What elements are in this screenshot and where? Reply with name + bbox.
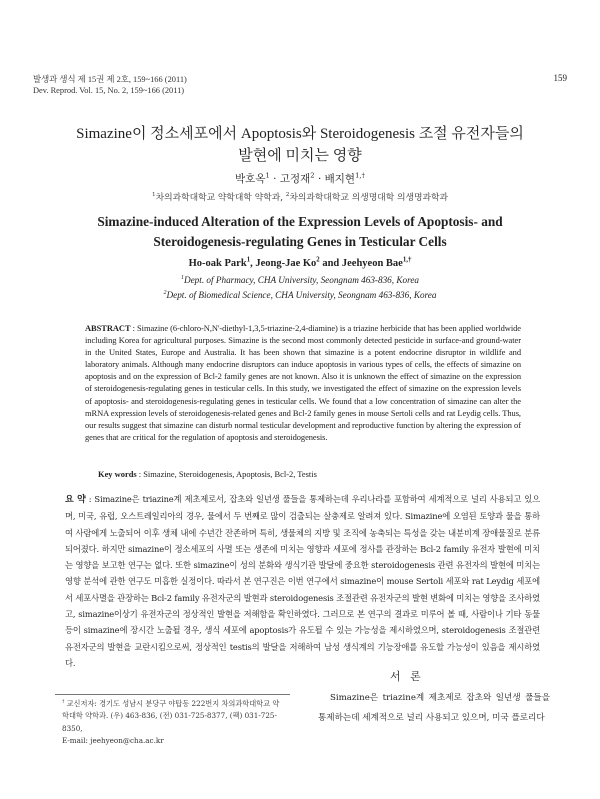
author-superscript: 1,† <box>355 171 365 180</box>
english-affiliation-1 <box>0 275 600 285</box>
author-separator: · <box>269 173 280 185</box>
affiliation-superscript: 1 <box>152 192 156 199</box>
author-separator: · <box>314 173 325 185</box>
author-superscript: 1,† <box>402 256 412 264</box>
keywords-text: : Simazine, Steroidogenesis, Apoptosis, Bcl-2, Testis <box>136 469 317 479</box>
author-superscript: 2 <box>310 171 315 180</box>
korean-affiliation <box>0 190 600 203</box>
abstract-label: ABSTRACT <box>85 323 131 333</box>
author-name: 배지현 <box>324 173 356 185</box>
korean-authors <box>0 171 600 186</box>
page-number: 159 <box>553 73 567 83</box>
english-abstract <box>85 322 521 443</box>
author-name: 박호옥 <box>235 173 266 185</box>
author-superscript: 1 <box>265 171 270 180</box>
korean-title-line-1: Simazine이 정소세포에서 Apoptosis와 Steroidogenesis 조절 유전자들의 <box>76 126 524 142</box>
affiliation-superscript: 2 <box>285 192 290 199</box>
author-name: Jeong-Jae Ko <box>255 258 317 269</box>
korean-abstract-label: 요 약 <box>65 495 86 505</box>
journal-citation-en: Dev. Reprod. Vol. 15, No. 2, 159~166 (2011) <box>33 86 185 95</box>
footnote-line: 교신저자: 경기도 성남시 분당구 야탑동 222번지 차의과학대학교 약 <box>64 699 280 708</box>
author-name: Ho-oak Park <box>188 258 247 269</box>
author-name: 고정재 <box>279 173 311 185</box>
footnote-line: 학대학 약학과. (우) 463-836, (전) 031-725-8377, (팩) 031-725-8350, <box>62 711 277 733</box>
journal-citation-kr: 발생과 생식 제 15권 제 2호, 159~166 (2011) <box>33 75 187 84</box>
keywords <box>98 469 317 479</box>
author-separator: , <box>250 258 256 269</box>
affiliation-text: Dept. of Biomedical Science, CHA University, Seongnam 463-836, Korea <box>166 290 437 300</box>
korean-abstract-text: : Simazine은 triazine계 제초제로서, 잡초와 일년생 풀들을 통제하는데 우리나라를 포함하여 세계적으로 널리 사용되고 있으며, 미국, 유럽, 오스트레일리아의 경우, 물에서 두 번째로 많이 검출되는 살충제로 알려져 있다. Simazine에 오염된 토양과 물을 통하여 사람에게 노출되어 이후 생체 내에 수년간 잔존하며 특히, 생물체의 지방 및 조직에 농축되는 특성을 갖는 내분비계 장애물질로 분류되어졌다. 하지만 simazine이 정소세포의 사멸 또는 생존에 미치는 영향과 세포에 정사를 관장하는 Bcl-2 family 유전자 발현에 미치는 영향을 보고한 연구는 없다. 또한 simazine이 성의 분화와 생식기관 발달에 중요한 steroidogenesis 관련 유전자의 발현에 미치는 영향 분석에 관한 연구도 미흡한 실정이다. 따라서 본 연구진은 이번 연구에서 simazine이 mouse Sertoli 세포와 rat Leydig 세포에서 세포사멸을 관장하는 Bcl-2 family 유전자군의 발현과 steroidogenesis 조절관련 유전자군의 발현 변화에 미치는 영향을 조사하였고, simazine이상기 유전자군의 정상적인 발현을 저해함을 확인하였다. 그러므로 본 연구의 결과로 미루어 볼 때, 사람이나 기타 동물 등이 simazine에 장시간 노출될 경우, 생식 세포에 apoptosis가 유도될 수 있는 가능성을 제시하였으며, steroidogenesis 조절관련 유전자군의 발현을 교란시킴으로써, 정상적인 testis의 발달을 저해하여 남성 생식계의 기능장애를 유도할 가능성이 있음을 제시하였다. <box>65 494 541 668</box>
affiliation-text: Dept. of Pharmacy, CHA University, Seongnam 463-836, Korea <box>183 275 419 285</box>
korean-abstract <box>65 491 540 671</box>
affiliation-superscript: 1 <box>180 274 184 281</box>
section-heading-introduction: 서 론 <box>390 670 424 683</box>
author-name: Jeehyeon Bae <box>341 258 403 269</box>
corresponding-author-footnote <box>62 698 292 747</box>
author-superscript: 2 <box>316 256 320 264</box>
affiliation-superscript: 2 <box>163 289 167 296</box>
english-title-line-1: Simazine-induced Alteration of the Expression Levels of Apoptosis- and <box>97 214 503 229</box>
footnote-divider <box>55 694 290 695</box>
footnote-email: E-mail: jeehyeon@cha.ac.kr <box>62 735 164 745</box>
affiliation-text: 차의과학대학교 약학대학 약학과, <box>155 193 286 203</box>
author-separator: and <box>319 258 342 269</box>
introduction-text: Simazine은 triazine계 제초제로 잡초와 일년생 풀들을 통제하는데 세계적으로 널리 사용되고 있으며, 미국 플로리다 <box>318 693 550 723</box>
keywords-label: Key words <box>98 469 137 479</box>
author-superscript: 1 <box>246 256 251 264</box>
english-title-line-2: Steroidogenesis-regulating Genes in Testicular Cells <box>153 234 447 249</box>
english-authors <box>0 258 600 269</box>
abstract-text: : Simazine (6-chloro-N,N'-diethyl-1,3,5-triazine-2,4-diamine) is a triazine herbicide that has been applied worldwide including Korea for agricultural purposes. Simazine is the second most commonly detected pesticide in surface-and ground-water in the United States, Europe and Australia. It has been shown that simazine is a potent endocrine disruptor in wildlife and laboratory animals. Although many endocrine disruptors can induce apoptosis in various types of cells, the effects of simazine on apoptosis and on the expression of Bcl-2 family genes are not known. Also it is unknown the effect of simazine on the expression of steroidogenesis-regulating genes in testicular cells. In this study, we investigated the effect of simazine on the expression levels of apoptosis- and steroidogenesis-regulating genes in testicular cells. We found that a low concentration of simazine can alter the mRNA expression levels of steroidogenesis-related genes and Bcl-2 family genes in mouse Sertoli cells and rat Leydig cells. Thus, our results suggest that simazine can disturb normal testicular development and reproductive function by altering the expression of genes that are critical for the regulation of apoptosis and steroidogenesis. <box>85 323 521 442</box>
footnote-mark: † <box>62 699 65 705</box>
affiliation-text: 차의과학대학교 의생명대학 의생명과학과 <box>289 193 448 203</box>
korean-title-line-2: 발현에 미치는 영향 <box>238 148 362 164</box>
english-affiliation-2 <box>0 290 600 300</box>
